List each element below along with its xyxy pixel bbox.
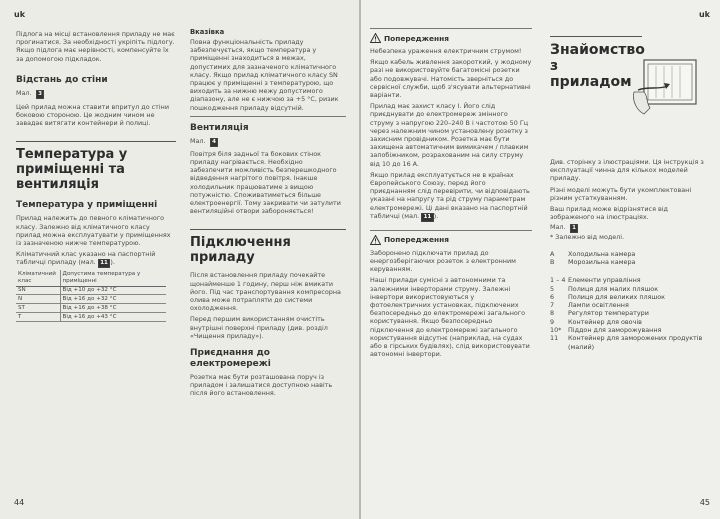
- note-text: Повна функціональність приладу забезпечується, якщо температура у приміщенні знаходиться в межах, допустимих для зазначеного кліматичного класу. Якщо прилад кліматичного класу SN працює у приміщенні з температурою, що виходить за нижню межу допустимого діапазону, але не є нижчою за +5 °C, ризик пошкодження приладу відсутній.: [190, 38, 339, 112]
- component-legend: [550, 276, 712, 351]
- list-item: 6 Полиця для великих пляшок: [550, 292, 666, 301]
- table-header-temperature: Допустима температура у приміщенні: [60, 270, 166, 286]
- list-item: 7 Лампи освітлення: [550, 301, 629, 310]
- warning-1-text-4: Якщо прилад експлуатується не в країнах Європейського Союзу, перед його приєднанням слід перевірити, чи відповідають указані на напругу та рід струму параметрам електромережі. Ці дані вказано на паспортній табличці (мал. 11 ).: [370, 170, 530, 220]
- warning-heading-2: Попередження: [370, 230, 532, 245]
- list-item: 8 Регулятор температури: [550, 309, 649, 318]
- figure-ref: Мал. 1: [550, 223, 712, 233]
- room-temp-heading: Температура у приміщенні: [16, 200, 158, 211]
- figure-number-1: 1: [570, 224, 579, 233]
- table-row: T Від +16 до +43 °C: [16, 313, 166, 322]
- page-number: 44: [14, 498, 25, 507]
- warning-triangle-icon: [370, 33, 381, 43]
- list-item: B Морозильна камера: [550, 257, 636, 266]
- language-tag: uk: [14, 10, 26, 19]
- ventilation-text: Повітря біля задньої та бокових стінок приладу нагрівається. Необхідно забезпечити можливість безперешкодного відведення нагрітого повітря. Інакше холодильник працюватиме з вищою потужністю. Споживатиметься більше електроенергії. Тому закривати чи затулити вентиляційні отвори забороняється!: [190, 149, 341, 216]
- compartment-legend: [550, 250, 712, 267]
- warning-1-text-2: Якщо кабель живлення закороткий, у жодному разі не використовуйте багатомісні розетки або подовжувачі. Натомість зверніться до сервісної служби, щоб з'ясувати альтернативні варіанти.: [370, 58, 532, 100]
- ventilation-heading: Вентиляція: [190, 122, 249, 133]
- warning-1-text-3: Прилад має захист класу I. Його слід приєднувати до електромереж змінного струму з напругою 220–240 В і частотою 50 Гц через належним чином установлену розетку з захисним провідником. Розетка має бути захищена автоматичним вимикачем / плавким запобіжником, розрахованим на силу струму від 10 до 16 А.: [370, 102, 529, 168]
- list-item: 1 – 4 Елементи управління: [550, 276, 641, 285]
- wall-distance-heading: Відстань до стіни: [16, 74, 108, 85]
- intro-text-1: Див. сторінку з ілюстраціями. Ця інструкція з експлуатації чинна для кількох моделей приладу.: [550, 158, 704, 183]
- right-column-1: [370, 28, 532, 359]
- room-temp-text-1: Прилад належить до певного кліматичного класу. Залежно від кліматичного класу прилад можна експлуатувати у приміщеннях із зазначеною нижче температурою.: [16, 214, 171, 248]
- footnote: * Залежно від моделі.: [550, 233, 625, 242]
- table-row: SN Від +10 до +32 °C: [16, 286, 166, 295]
- figure-number-11: 11: [98, 259, 111, 268]
- figure-number-4: 4: [210, 138, 219, 147]
- table-row: N Від +16 до +32 °C: [16, 295, 166, 304]
- mains-connection-text: Розетка має бути розташована поруч із приладом і залишатися доступною навіть після його встановлення.: [190, 373, 333, 398]
- right-column-2: [550, 28, 712, 351]
- figure-number-11: 11: [421, 213, 434, 222]
- list-item: 10* Піддон для заморожування: [550, 326, 662, 334]
- intro-text: Підлога на місці встановлення приладу не має прогинатися. За необхідності укріпіть підлогу. Якщо підлога має нерівності, компенсуйте їх за допомогою підкладок.: [16, 30, 175, 63]
- right-page: [361, 0, 720, 519]
- left-page: [0, 0, 359, 519]
- mains-connection-heading: Приєднання до електромережі: [190, 348, 271, 370]
- room-temp-text-2: Кліматичний клас указано на паспортній табличці приладу (мал. 11 ).: [16, 250, 156, 267]
- connecting-appliance-title: Підключення приладу: [190, 229, 346, 265]
- intro-text-3: Ваш прилад може відрізнятися від зображеного на ілюстраціях.: [550, 205, 668, 222]
- guidebook-illustration: [628, 56, 706, 118]
- intro-text-2: Різні моделі можуть бути укомплектовані різним устаткуванням.: [550, 185, 692, 202]
- wall-figure-ref: Мал. 3: [16, 89, 176, 99]
- connecting-text-2: Перед першим використанням очистіть внутрішні поверхні приладу (див. розділ «Чищення приладу»).: [190, 315, 328, 340]
- warning-triangle-icon: [370, 235, 381, 245]
- warning-2-text-1: Заборонено підключати прилад до енергозберігаючих розеток з електронним керуванням.: [370, 248, 516, 274]
- room-temp-ventilation-title: Температура у приміщенні та вентиляція: [16, 141, 176, 192]
- list-item: 5 Полиця для малих пляшок: [550, 284, 659, 293]
- page-number: 45: [699, 498, 710, 507]
- language-tag: uk: [698, 10, 710, 19]
- connecting-text-1: Після встановлення приладу почекайте щонайменше 1 годину, перш ніж вмикати його. Під час транспортування компресорна олива може потрапляти до системи охолодження.: [190, 271, 341, 313]
- left-column-2: [190, 28, 346, 398]
- climate-class-table: [16, 270, 166, 321]
- left-column-1: [16, 30, 176, 322]
- warning-1-text-1: Небезпека ураження електричним струмом!: [370, 47, 522, 55]
- warning-heading-1: Попередження: [370, 28, 532, 43]
- getting-to-know-title: Знайомство з приладом: [550, 36, 642, 90]
- list-item: 11 Контейнер для заморожених продуктів (малий): [550, 334, 703, 351]
- divider: [190, 116, 346, 117]
- table-header-class: Кліматичний клас: [16, 270, 60, 286]
- figure-number-3: 3: [36, 90, 45, 99]
- note-heading: Вказівка: [190, 28, 225, 36]
- wall-distance-text: Цей прилад можна ставити впритул до стіни боковою стороною. Це жодним чином не завадає витягати контейнери й полиці.: [16, 102, 169, 128]
- ventilation-figure-ref: Мал. 4: [190, 137, 346, 147]
- list-item: A Холодильна камера: [550, 249, 636, 258]
- warning-2-text-2: Наші прилади сумісні з автономними та залежними інверторами струму. Залежні інвертори використовуються у фотоелектричних установках, підключених безпосередньо до електромережі загального користування. Якщо безпосередньо підключення до електромережі загального користування відсутнє (наприклад, на судах або в гірських будівлях), слід використовувати автономні інвертори.: [370, 276, 530, 359]
- list-item: 9 Контейнер для овочів: [550, 317, 642, 326]
- table-row: ST Від +16 до +38 °C: [16, 304, 166, 313]
